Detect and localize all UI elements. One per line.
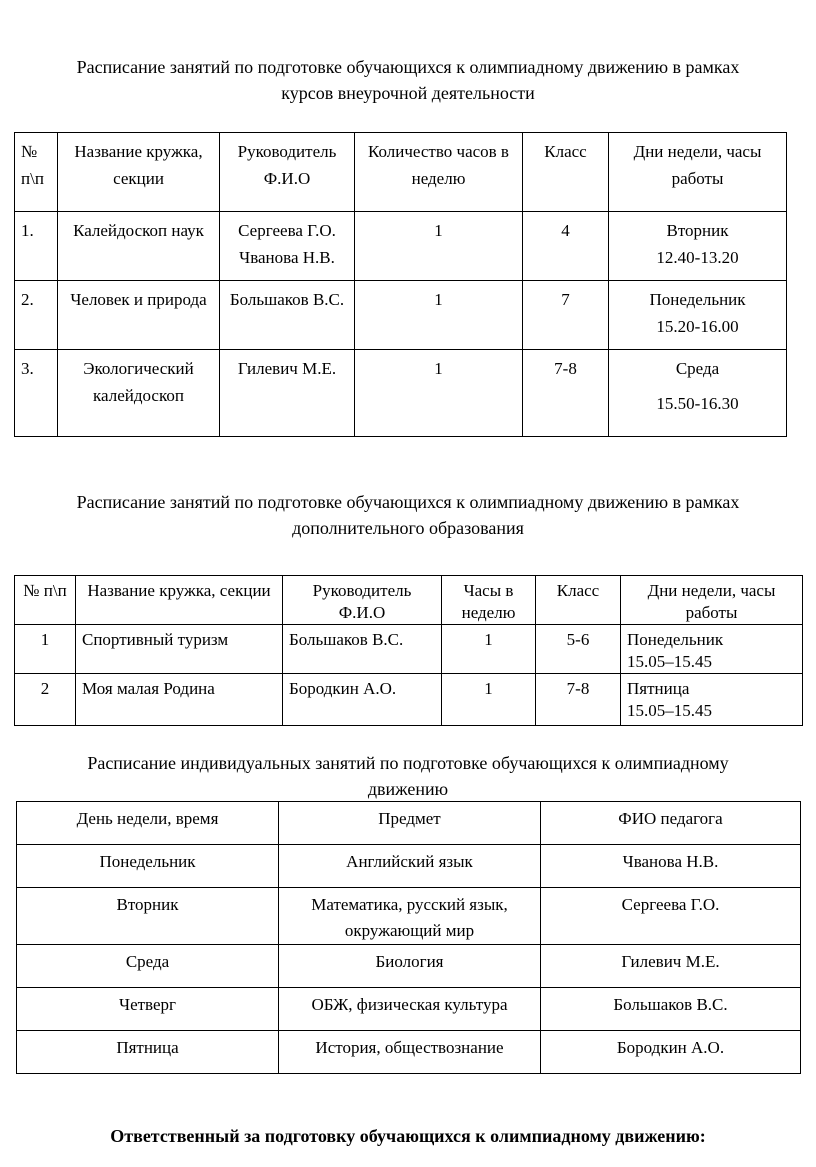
table-row <box>17 845 801 888</box>
table-row <box>15 281 787 350</box>
row-teacher: Большаков В.С. <box>541 988 801 1031</box>
row-schedule <box>621 625 803 674</box>
row-hours: 1 <box>355 281 523 350</box>
table-row <box>15 625 803 674</box>
col-header-grade: Класс <box>523 133 609 212</box>
row-grade: 5-6 <box>536 625 621 674</box>
row-leader: Большаков В.С. <box>220 281 355 350</box>
circles-schedule-table <box>14 132 787 437</box>
col-header-grade: Класс <box>536 576 621 625</box>
row-day: Понедельник <box>649 290 746 309</box>
col-header-hours: Количество часов в неделю <box>355 133 523 212</box>
col-header-leader: Руководитель Ф.И.О <box>283 576 442 625</box>
row-grade: 7-8 <box>536 674 621 726</box>
col-header-name: Название кружка, секции <box>58 133 220 212</box>
row-subject: История, обществознание <box>279 1031 541 1074</box>
row-name: Моя малая Родина <box>76 674 283 726</box>
table-header-row <box>15 576 803 625</box>
section2-title-line2: дополнительного образования <box>292 518 524 538</box>
table-row <box>17 988 801 1031</box>
row-subject: Математика, русский язык, окружающий мир <box>279 888 541 945</box>
row-teacher: Гилевич М.Е. <box>541 945 801 988</box>
col-header-subject: Предмет <box>279 802 541 845</box>
row-hours: 1 <box>442 625 536 674</box>
col-header-days: Дни недели, часы работы <box>609 133 787 212</box>
row-leader: Большаков В.С. <box>283 625 442 674</box>
row-leader: Бородкин А.О. <box>283 674 442 726</box>
section2-title-line1: Расписание занятий по подготовке обучающихся к олимпиадному движению в рамках <box>76 492 740 512</box>
row-teacher: Бородкин А.О. <box>541 1031 801 1074</box>
row-time: 15.05–15.45 <box>627 652 712 671</box>
row-day: Вторник <box>17 888 279 945</box>
table-row <box>15 674 803 726</box>
row-name: Спортивный туризм <box>76 625 283 674</box>
section1-title-line2: курсов внеурочной деятельности <box>281 83 535 103</box>
col-header-hours: Часы в неделю <box>442 576 536 625</box>
col-header-leader: Руководитель Ф.И.О <box>220 133 355 212</box>
row-number: 1 <box>15 625 76 674</box>
row-schedule <box>609 350 787 437</box>
table-row <box>17 888 801 945</box>
additional-education-table <box>14 575 803 726</box>
row-day: Среда <box>675 359 720 378</box>
row-hours: 1 <box>355 212 523 281</box>
row-time: 15.50-16.30 <box>656 394 739 413</box>
row-teacher: Чванова Н.В. <box>541 845 801 888</box>
row-schedule <box>609 281 787 350</box>
row-day: Четверг <box>17 988 279 1031</box>
table-row <box>15 350 787 437</box>
row-day: Понедельник <box>17 845 279 888</box>
section3-title <box>0 750 816 802</box>
row-name: Экологический калейдоскоп <box>58 350 220 437</box>
col-header-number: № п\п <box>15 133 58 212</box>
row-teacher: Сергеева Г.О. <box>541 888 801 945</box>
row-number: 2. <box>15 281 58 350</box>
row-day: Пятница <box>17 1031 279 1074</box>
row-schedule <box>621 674 803 726</box>
table-row <box>17 945 801 988</box>
table-header-row <box>15 133 787 212</box>
table-row <box>15 212 787 281</box>
row-day: Понедельник <box>627 630 724 649</box>
row-name: Человек и природа <box>58 281 220 350</box>
individual-lessons-table <box>16 801 801 1074</box>
col-header-days: Дни недели, часы работы <box>621 576 803 625</box>
row-leader: Сергеева Г.О. Чванова Н.В. <box>220 212 355 281</box>
row-number: 1. <box>15 212 58 281</box>
row-subject: Английский язык <box>279 845 541 888</box>
responsible-person-label: Ответственный за подготовку обучающихся к олимпиадному движению: <box>110 1126 706 1146</box>
row-time: 15.20-16.00 <box>656 317 739 336</box>
table-row <box>17 1031 801 1074</box>
row-name: Калейдоскоп наук <box>58 212 220 281</box>
table-header-row <box>17 802 801 845</box>
row-time: 12.40-13.20 <box>656 248 739 267</box>
section1-title-line1: Расписание занятий по подготовке обучающихся к олимпиадному движению в рамках <box>76 57 740 77</box>
row-grade: 4 <box>523 212 609 281</box>
section1-title <box>0 54 816 106</box>
row-day: Среда <box>17 945 279 988</box>
col-header-teacher: ФИО педагога <box>541 802 801 845</box>
row-grade: 7 <box>523 281 609 350</box>
row-number: 2 <box>15 674 76 726</box>
col-header-day: День недели, время <box>17 802 279 845</box>
row-schedule <box>609 212 787 281</box>
section2-title <box>0 489 816 541</box>
row-hours: 1 <box>442 674 536 726</box>
row-subject: Биология <box>279 945 541 988</box>
section3-title-line2: движению <box>367 779 449 799</box>
row-number: 3. <box>15 350 58 437</box>
row-hours: 1 <box>355 350 523 437</box>
col-header-name: Название кружка, секции <box>76 576 283 625</box>
row-day: Вторник <box>666 221 729 240</box>
section3-title-line1: Расписание индивидуальных занятий по подготовке обучающихся к олимпиадному <box>87 753 729 773</box>
row-time: 15.05–15.45 <box>627 701 712 720</box>
row-grade: 7-8 <box>523 350 609 437</box>
col-header-number: № п\п <box>15 576 76 625</box>
row-leader: Гилевич М.Е. <box>220 350 355 437</box>
row-subject: ОБЖ, физическая культура <box>279 988 541 1031</box>
row-day: Пятница <box>627 679 690 698</box>
